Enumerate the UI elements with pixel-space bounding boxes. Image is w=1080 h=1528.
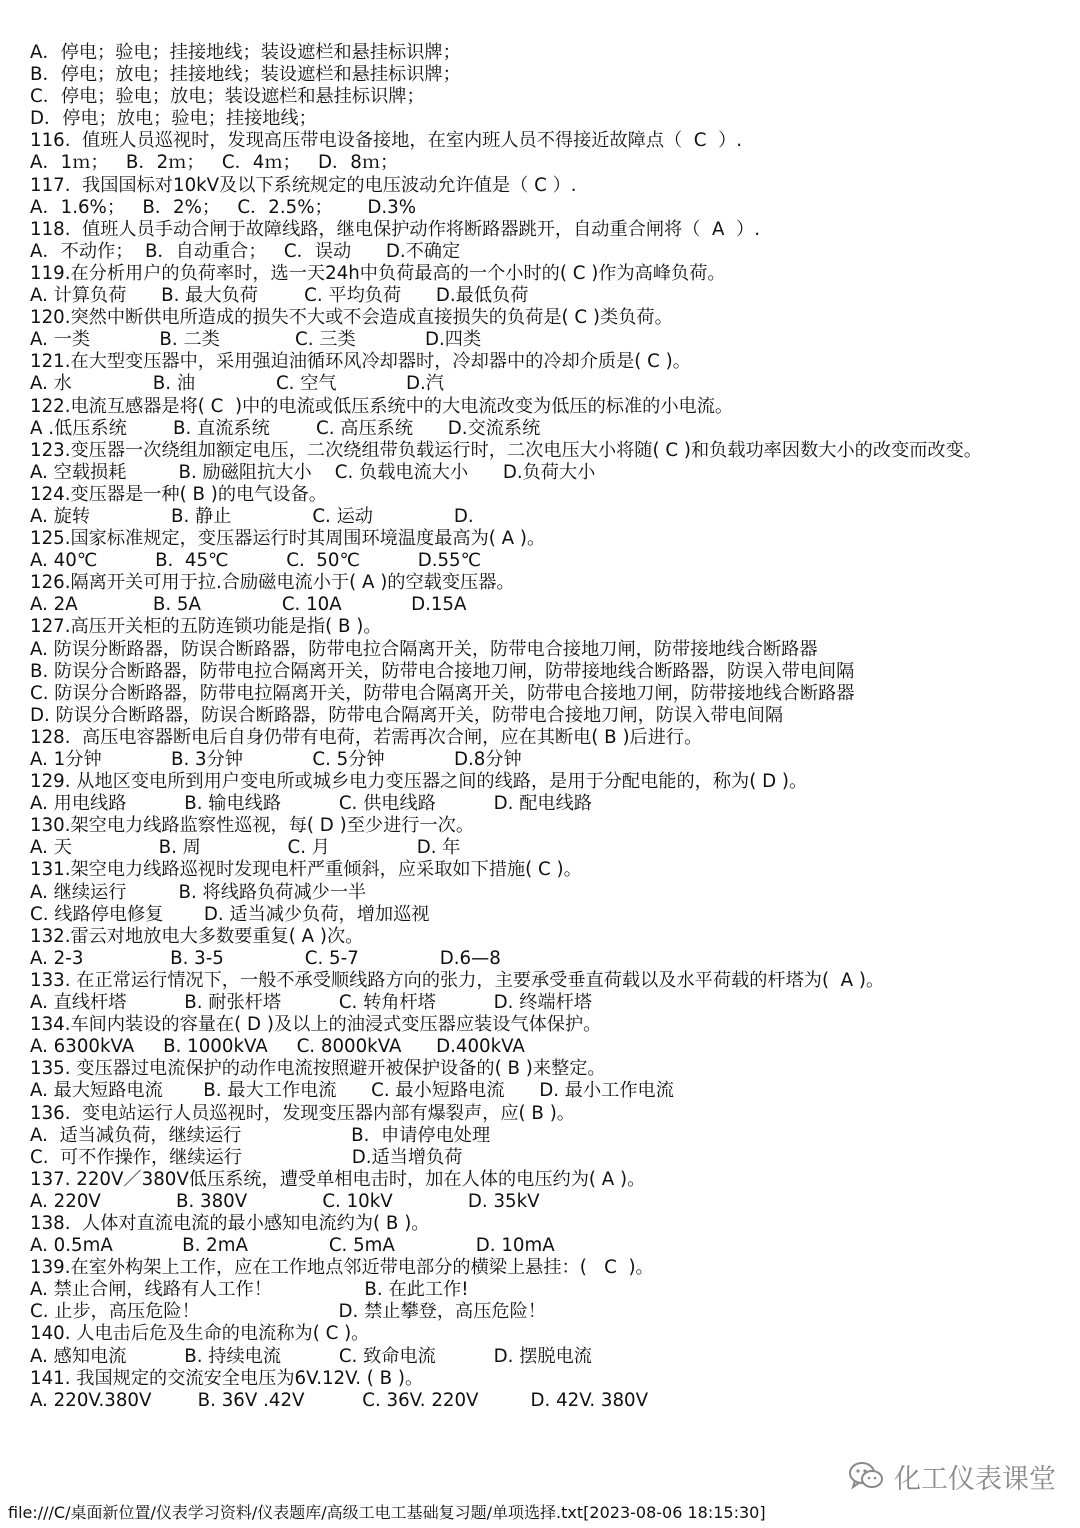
- text-line: C．停电；验电；放电；装设遮栏和悬挂标识牌；: [30, 86, 425, 108]
- options-line: A .低压系统 B. 直流系统 C. 高压系统 D.交流系统: [30, 417, 541, 439]
- document-body: [30, 42, 1060, 1412]
- options-line: A. 禁止合闸，线路有人工作！ B. 在此工作!: [30, 1279, 469, 1301]
- options-line: A. 旋转 B. 静止 C. 运动 D.: [30, 505, 474, 527]
- options-line: A. 最大短路电流 B. 最大工作电流 C. 最小短路电流 D. 最小工作电流: [30, 1080, 674, 1102]
- options-line: A. 计算负荷 B. 最大负荷 C. 平均负荷 D.最低负荷: [30, 285, 529, 307]
- question-line: 116. 值班人员巡视时，发现高压带电设备接地，在室内班人员不得接近故障点（ C ）.: [30, 130, 743, 152]
- question-line: 134.车间内装设的容量在( D )及以上的油浸式变压器应装设气体保护。: [30, 1014, 602, 1036]
- question-line: 130.架空电力线路监察性巡视，每( D )至少进行一次。: [30, 815, 475, 837]
- question-line: 136. 变电站运行人员巡视时，发现变压器内部有爆裂声，应( B )。: [30, 1102, 575, 1124]
- options-line: A. 继续运行 B. 将线路负荷减少一半: [30, 881, 367, 903]
- question-line: 126.隔离开关可用于拉.合励磁电流小于( A )的空载变压器。: [30, 572, 515, 594]
- options-line: A. 感知电流 B. 持续电流 C. 致命电流 D. 摆脱电流: [30, 1345, 592, 1367]
- question-line: 140. 人电击后危及生命的电流称为( C )。: [30, 1323, 370, 1345]
- options-line: A．1.6%； B．2%； C．2.5%； D.3%: [30, 196, 417, 218]
- options-line: A. 2A B. 5A C. 10A D.15A: [30, 594, 467, 616]
- text-line: D．停电；放电；验电；挂接地线；: [30, 108, 317, 130]
- options-line: A. 天 B. 周 C. 月 D. 年: [30, 837, 461, 859]
- options-line: A. 空载损耗 B. 励磁阻抗大小 C. 负载电流大小 D.负荷大小: [30, 461, 596, 483]
- question-line: 119.在分析用户的负荷率时，选一天24h中负荷最高的一个小时的( C )作为高峰负荷。: [30, 262, 726, 284]
- question-line: 139.在室外构架上工作，应在工作地点邻近带电部分的横梁上悬挂：( C )。: [30, 1257, 654, 1279]
- options-line: A．1ｍ； B．2ｍ； C．4ｍ； D．8ｍ；: [30, 152, 399, 174]
- question-line: 138. 人体对直流电流的最小感知电流约为( B )。: [30, 1212, 430, 1234]
- question-line: 120.突然中断供电所造成的损失不大或不会造成直接损失的负荷是( C )类负荷。: [30, 307, 673, 329]
- options-line: A. 220V B. 380V C. 10kV D. 35kV: [30, 1190, 540, 1212]
- question-line: 135. 变压器过电流保护的动作电流按照避开被保护设备的( B )来整定。: [30, 1058, 606, 1080]
- text-line: B．停电；放电；挂接地线；装设遮栏和悬挂标识牌；: [30, 64, 461, 86]
- options-line: C. 止步，高压危险！ D. 禁止攀登，高压危险！: [30, 1301, 546, 1323]
- options-line: A. 1分钟 B. 3分钟 C. 5分钟 D.8分钟: [30, 749, 522, 770]
- question-line: 128. 高压电容器断电后自身仍带有电荷，若需再次合闸，应在其断电( B )后进行。: [30, 726, 703, 748]
- options-line: A. 一类 B. 二类 C. 三类 D.四类: [30, 329, 482, 351]
- options-line: C. 线路停电修复 D. 适当减少负荷，增加巡视: [30, 903, 430, 925]
- text-line: A．停电；验电；挂接地线；装设遮栏和悬挂标识牌；: [30, 42, 461, 63]
- options-line: A. 40℃ B. 45℃ C. 50℃ D.55℃: [30, 550, 482, 572]
- question-line: 131.架空电力线路巡视时发现电杆严重倾斜，应采取如下措施( C )。: [30, 859, 582, 881]
- question-line: 129. 从地区变电所到用户变电所或城乡电力变压器之间的线路，是用于分配电能的，称为( D )。: [30, 771, 808, 793]
- options-line: A．不动作； B．自动重合； C．误动 D.不确定: [30, 240, 461, 262]
- question-line: 132.雷云对地放电大多数要重复( A )次。: [30, 925, 364, 947]
- question-line: 117. 我国国标对10kV及以下系统规定的电压波动允许值是（ C ）.: [30, 174, 577, 196]
- options-line: A. 水 B. 油 C. 空气 D.汽: [30, 373, 444, 395]
- options-line: A. 0.5mA B. 2mA C. 5mA D. 10mA: [30, 1235, 555, 1257]
- options-line: A. 2-3 B. 3-5 C. 5-7 D.6—8: [30, 947, 501, 969]
- wechat-icon: [848, 1461, 884, 1491]
- options-line: D. 防误分合断路器，防误合断路器，防带电合隔离开关，防带电合接地刀闸，防误入带电间隔: [30, 704, 784, 726]
- question-line: 122.电流互感器是将( C )中的电流或低压系统中的大电流改变为低压的标准的小电流。: [30, 395, 734, 417]
- options-line: B. 防误分合断路器，防带电拉合隔离开关，防带电合接地刀闸，防带接地线合断路器，防误入带电间隔: [30, 660, 855, 682]
- options-line: A. 6300kVA B. 1000kVA C. 8000kVA D.400kVA: [30, 1036, 525, 1058]
- watermark: [848, 1456, 1056, 1496]
- question-line: 133. 在正常运行情况下，一般不承受顺线路方向的张力，主要承受垂直荷载以及水平荷载的杆塔为( A )。: [30, 969, 885, 991]
- question-line: 137. 220V／380V低压系统，遭受单相电击时，加在人体的电压约为( A )。: [30, 1168, 646, 1190]
- options-line: C. 可不作操作，继续运行 D.适当增负荷: [30, 1146, 463, 1168]
- question-line: 123.变压器一次绕组加额定电压，二次绕组带负载运行时，二次电压大小将随( C )和负载功率因数大小的改变而改变。: [30, 439, 982, 461]
- options-line: C. 防误分合断路器，防带电拉隔离开关，防带电合隔离开关，防带电合接地刀闸，防带接地线合断路器: [30, 682, 855, 704]
- question-line: 125.国家标准规定，变压器运行时其周围环境温度最高为( A )。: [30, 528, 546, 550]
- file-path-footer: file:///C/桌面新位置/仪表学习资料/仪表题库/高级工电工基础复习题/单项选择.txt[2023-08-06 18:15:30]: [8, 1503, 766, 1522]
- options-line: A. 适当减负荷，继续运行 B. 申请停电处理: [30, 1124, 491, 1146]
- question-line: 127.高压开关柜的五防连锁功能是指( B )。: [30, 616, 382, 638]
- watermark-text: 化工仪表课堂: [894, 1463, 1056, 1495]
- options-line: A. 防误分断路器，防误合断路器，防带电拉合隔离开关，防带电合接地刀闸，防带接地线合断路器: [30, 638, 818, 660]
- options-line: A. 用电线路 B. 输电线路 C. 供电线路 D. 配电线路: [30, 793, 592, 815]
- options-line: A. 220V.380V B. 36V .42V C. 36V. 220V D. 42V. 380V: [30, 1389, 649, 1411]
- options-line: A. 直线杆塔 B. 耐张杆塔 C. 转角杆塔 D. 终端杆塔: [30, 992, 592, 1014]
- question-line: 124.变压器是一种( B )的电气设备。: [30, 483, 327, 505]
- question-line: 121.在大型变压器中，采用强迫油循环风冷却器时，冷却器中的冷却介质是( C )。: [30, 351, 691, 373]
- question-line: 118. 值班人员手动合闸于故障线路，继电保护动作将断路器跳开，自动重合闸将（ A ）.: [30, 218, 760, 240]
- question-line: 141. 我国规定的交流安全电压为6V.12V. ( B )。: [30, 1367, 424, 1389]
